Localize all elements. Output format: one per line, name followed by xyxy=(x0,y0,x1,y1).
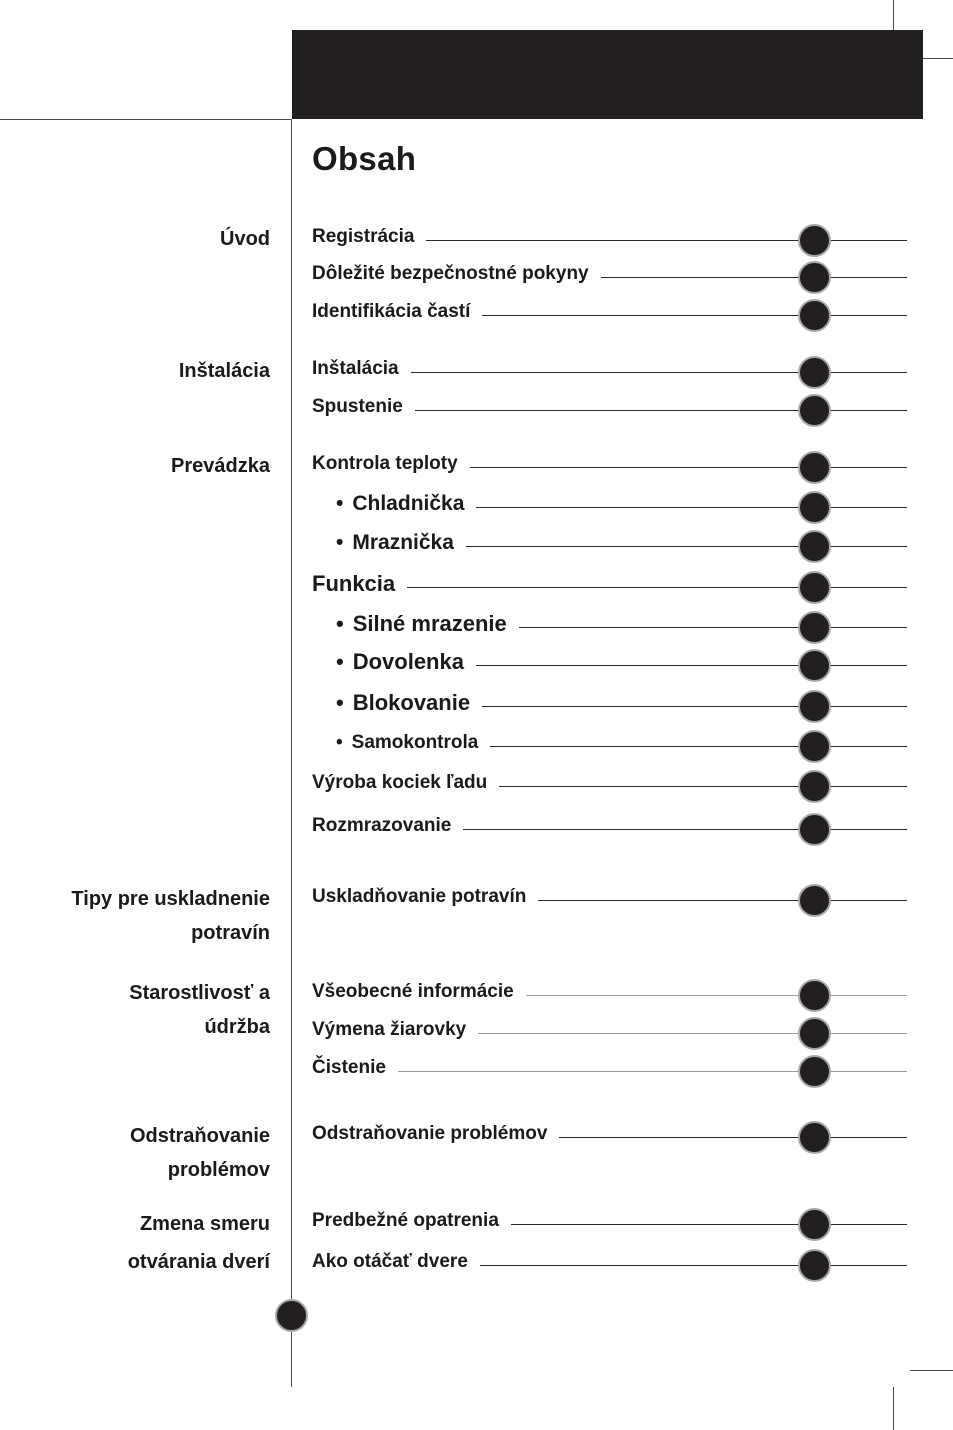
toc-entry xyxy=(312,1251,468,1273)
toc-entry xyxy=(312,226,414,248)
leader-line xyxy=(499,786,907,787)
toc-entry xyxy=(336,690,470,716)
toc-entry xyxy=(312,453,458,475)
toc-entry-label: Odstraňovanie problémov xyxy=(312,1123,548,1144)
section-starostlivost xyxy=(129,976,270,1044)
toc-entry xyxy=(312,886,526,908)
leader-line xyxy=(482,315,907,316)
toc-entry xyxy=(312,772,487,794)
leader-line xyxy=(476,507,907,508)
leader-line xyxy=(407,587,907,588)
page-title: Obsah xyxy=(312,140,417,177)
toc-entry xyxy=(312,301,470,323)
toc-entry xyxy=(312,981,514,1003)
center-vertical-rule xyxy=(291,119,292,1387)
toc-entry-label: Silné mrazenie xyxy=(352,611,507,636)
toc-entry xyxy=(336,611,507,637)
bullet-glyph: • xyxy=(336,492,344,515)
leader-line xyxy=(470,467,907,468)
leader-line xyxy=(601,277,907,278)
leader-line xyxy=(538,900,907,901)
bullet-glyph: • xyxy=(336,732,343,753)
leader-line xyxy=(411,372,907,373)
page-number-dot xyxy=(798,649,831,682)
section-label-line: Starostlivosť a xyxy=(129,982,270,1004)
leader-line xyxy=(480,1265,907,1266)
section-label-line: Prevádzka xyxy=(171,455,270,477)
toc-entry xyxy=(312,358,399,380)
section-label-line: problémov xyxy=(167,1159,270,1181)
section-odstranovanie xyxy=(130,1119,270,1187)
section-tipy xyxy=(71,882,270,950)
leader-line xyxy=(511,1224,907,1225)
toc-entry xyxy=(312,1210,499,1232)
toc-entry xyxy=(336,732,478,754)
section-zmena-smeru xyxy=(128,1205,270,1281)
toc-entry-label: Kontrola teploty xyxy=(312,453,458,474)
page-number-dot xyxy=(798,1249,831,1282)
toc-entry xyxy=(312,571,395,597)
toc-entry-label: Inštalácia xyxy=(312,358,399,379)
section-label-line: Inštalácia xyxy=(178,360,270,382)
crop-mark-bottom-right xyxy=(910,1370,953,1371)
page-number-dot xyxy=(798,356,831,389)
page-number-dot xyxy=(798,394,831,427)
leader-line xyxy=(466,546,907,547)
section-label-line: údržba xyxy=(204,1016,270,1038)
leader-line xyxy=(426,240,907,241)
page-marker-dot xyxy=(275,1299,308,1332)
toc-entry-label: Uskladňovanie potravín xyxy=(312,886,527,907)
leader-line xyxy=(478,1033,907,1034)
bullet-glyph: • xyxy=(336,531,344,554)
section-label-line: Tipy pre uskladnenie xyxy=(71,888,270,910)
toc-entry-label: Funkcia xyxy=(312,571,396,596)
page-number-dot xyxy=(798,224,831,257)
toc-entry-label: Mraznička xyxy=(352,531,454,554)
section-label-line: potravín xyxy=(191,922,270,944)
toc-entry xyxy=(312,263,589,285)
toc-entry-label: Identifikácia častí xyxy=(312,301,471,322)
page-number-dot xyxy=(798,979,831,1012)
bullet-glyph: • xyxy=(336,611,344,636)
toc-entry-label: Spustenie xyxy=(312,396,403,417)
page-number-dot xyxy=(798,451,831,484)
section-label-line: otvárania dverí xyxy=(127,1251,270,1273)
page-number-dot xyxy=(798,1055,831,1088)
crop-mark-top xyxy=(893,0,894,30)
page-number-dot xyxy=(798,813,831,846)
header-bar xyxy=(292,30,923,119)
leader-line xyxy=(415,410,907,411)
toc-entry-label: Chladnička xyxy=(352,492,465,515)
page-number-dot xyxy=(798,299,831,332)
toc-entry-label: Rozmrazovanie xyxy=(312,815,452,836)
page-number-dot xyxy=(798,770,831,803)
section-label-line: Zmena smeru xyxy=(139,1213,270,1235)
leader-line xyxy=(526,995,907,996)
toc-entry xyxy=(312,815,451,837)
toc-entry-label: Výmena žiarovky xyxy=(312,1019,467,1040)
leader-line xyxy=(463,829,907,830)
page-number-dot xyxy=(798,571,831,604)
leader-line xyxy=(476,665,907,666)
page-number-dot xyxy=(798,690,831,723)
toc-entry-label: Registrácia xyxy=(312,226,415,247)
section-label-line: Úvod xyxy=(220,228,270,250)
toc-entry xyxy=(312,1123,547,1145)
crop-mark-bottom xyxy=(893,1387,894,1430)
page-number-dot xyxy=(798,611,831,644)
toc-entry-label: Blokovanie xyxy=(352,690,471,715)
leader-line xyxy=(559,1137,907,1138)
leader-line xyxy=(482,706,907,707)
toc-entry-label: Všeobecné informácie xyxy=(312,981,514,1002)
leader-line xyxy=(519,627,907,628)
top-left-rule xyxy=(0,119,292,120)
crop-mark-right xyxy=(923,58,953,59)
leader-line xyxy=(490,746,907,747)
toc-entry-label: Výroba kociek ľadu xyxy=(312,772,488,793)
bullet-glyph: • xyxy=(336,690,344,715)
toc-entry-label: Dôležité bezpečnostné pokyny xyxy=(312,263,589,284)
section-uvod xyxy=(220,222,270,256)
page-number-dot xyxy=(798,1208,831,1241)
toc-entry-label: Predbežné opatrenia xyxy=(312,1210,499,1231)
toc-entry xyxy=(336,531,454,555)
page-number-dot xyxy=(798,491,831,524)
page-number-dot xyxy=(798,1121,831,1154)
bullet-glyph: • xyxy=(336,649,344,674)
page-number-dot xyxy=(798,884,831,917)
page-number-dot xyxy=(798,261,831,294)
page-number-dot xyxy=(798,730,831,763)
toc-entry-label: Ako otáčať dvere xyxy=(312,1251,468,1272)
toc-entry xyxy=(312,1057,386,1079)
toc-entry-label: Samokontrola xyxy=(351,732,479,753)
section-prevadzka xyxy=(171,449,270,483)
section-instalacia xyxy=(179,354,270,388)
toc-entry xyxy=(312,1019,466,1041)
toc-entry xyxy=(336,649,464,675)
toc-entry xyxy=(312,396,403,418)
page-number-dot xyxy=(798,1017,831,1050)
toc-entry xyxy=(336,492,464,516)
page-number-dot xyxy=(798,530,831,563)
section-label-line: Odstraňovanie xyxy=(129,1125,270,1147)
toc-entry-label: Čistenie xyxy=(312,1057,386,1078)
toc-entry-label: Dovolenka xyxy=(352,649,464,674)
